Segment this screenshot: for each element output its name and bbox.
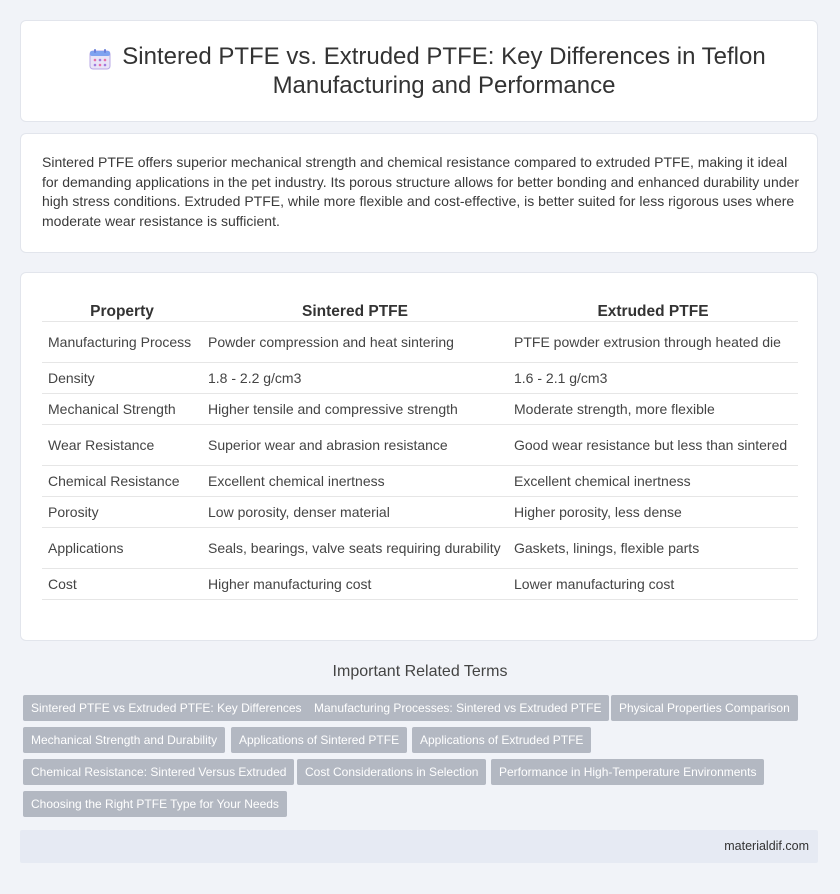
related-term-tag[interactable]: Applications of Extruded PTFE xyxy=(412,727,591,753)
table-row xyxy=(42,425,798,466)
table-cell: Seals, bearings, valve seats requiring durability xyxy=(202,528,508,569)
table-cell: Superior wear and abrasion resistance xyxy=(202,425,508,466)
table-cell: 1.8 - 2.2 g/cm3 xyxy=(202,363,508,394)
related-term-tag[interactable]: Cost Considerations in Selection xyxy=(297,759,486,785)
comparison-card xyxy=(20,272,818,641)
table-cell: Applications xyxy=(42,528,202,569)
title-card xyxy=(20,20,818,122)
table-row xyxy=(42,363,798,394)
table-cell: Manufacturing Process xyxy=(42,322,202,363)
table-cell: Porosity xyxy=(42,497,202,528)
page-title: Sintered PTFE vs. Extruded PTFE: Key Differences in Teflon Manufacturing and Performance xyxy=(122,43,766,99)
related-term-tag[interactable]: Manufacturing Processes: Sintered vs Extruded PTFE xyxy=(306,695,609,721)
table-cell: Density xyxy=(42,363,202,394)
header-extruded: Extruded PTFE xyxy=(508,293,798,322)
table-row xyxy=(42,394,798,425)
table-row xyxy=(42,497,798,528)
related-term-tag[interactable]: Performance in High-Temperature Environments xyxy=(491,759,764,785)
table-cell: Higher tensile and compressive strength xyxy=(202,394,508,425)
related-terms-title: Important Related Terms xyxy=(332,663,508,680)
related-term-tag[interactable]: Applications of Sintered PTFE xyxy=(231,727,407,753)
table-cell: Excellent chemical inertness xyxy=(508,466,798,497)
header-sintered: Sintered PTFE xyxy=(202,293,508,322)
table-header-row xyxy=(42,293,798,322)
table-cell: Lower manufacturing cost xyxy=(508,569,798,600)
related-term-tag[interactable]: Choosing the Right PTFE Type for Your Needs xyxy=(23,791,287,817)
related-term-tag[interactable]: Mechanical Strength and Durability xyxy=(23,727,225,753)
related-term-tag[interactable]: Physical Properties Comparison xyxy=(611,695,798,721)
table-cell: PTFE powder extrusion through heated die xyxy=(508,322,798,363)
table-cell: Higher porosity, less dense xyxy=(508,497,798,528)
table-cell: Excellent chemical inertness xyxy=(202,466,508,497)
table-cell: Moderate strength, more flexible xyxy=(508,394,798,425)
related-term-tag[interactable]: Chemical Resistance: Sintered Versus Extruded xyxy=(23,759,294,785)
table-cell: Wear Resistance xyxy=(42,425,202,466)
table-row xyxy=(42,528,798,569)
table-cell: Cost xyxy=(42,569,202,600)
table-cell: Low porosity, denser material xyxy=(202,497,508,528)
intro-text: Sintered PTFE offers superior mechanical strength and chemical resistance compared to extruded PTFE, making it ideal for demanding applications in the pet industry. Its porous structure allows for better bonding and enhanced durability under high stress conditions. Extruded PTFE, while more flexible and cost-effective, is better suited for less rigorous uses where moderate wear resistance is sufficient. xyxy=(42,154,799,229)
table-row xyxy=(42,466,798,497)
table-row xyxy=(42,322,798,363)
footer-site-link[interactable]: materialdif.com xyxy=(724,839,809,853)
comparison-table xyxy=(42,293,798,600)
table-cell: Chemical Resistance xyxy=(42,466,202,497)
table-cell: 1.6 - 2.1 g/cm3 xyxy=(508,363,798,394)
related-term-tag[interactable]: Sintered PTFE vs Extruded PTFE: Key Differences xyxy=(23,695,310,721)
table-cell: Mechanical Strength xyxy=(42,394,202,425)
table-cell: Higher manufacturing cost xyxy=(202,569,508,600)
table-cell: Powder compression and heat sintering xyxy=(202,322,508,363)
footer xyxy=(20,830,818,863)
table-cell: Gaskets, linings, flexible parts xyxy=(508,528,798,569)
intro-card xyxy=(20,133,818,253)
header-property: Property xyxy=(42,293,202,322)
table-row xyxy=(42,569,798,600)
table-cell: Good wear resistance but less than sintered xyxy=(508,425,798,466)
